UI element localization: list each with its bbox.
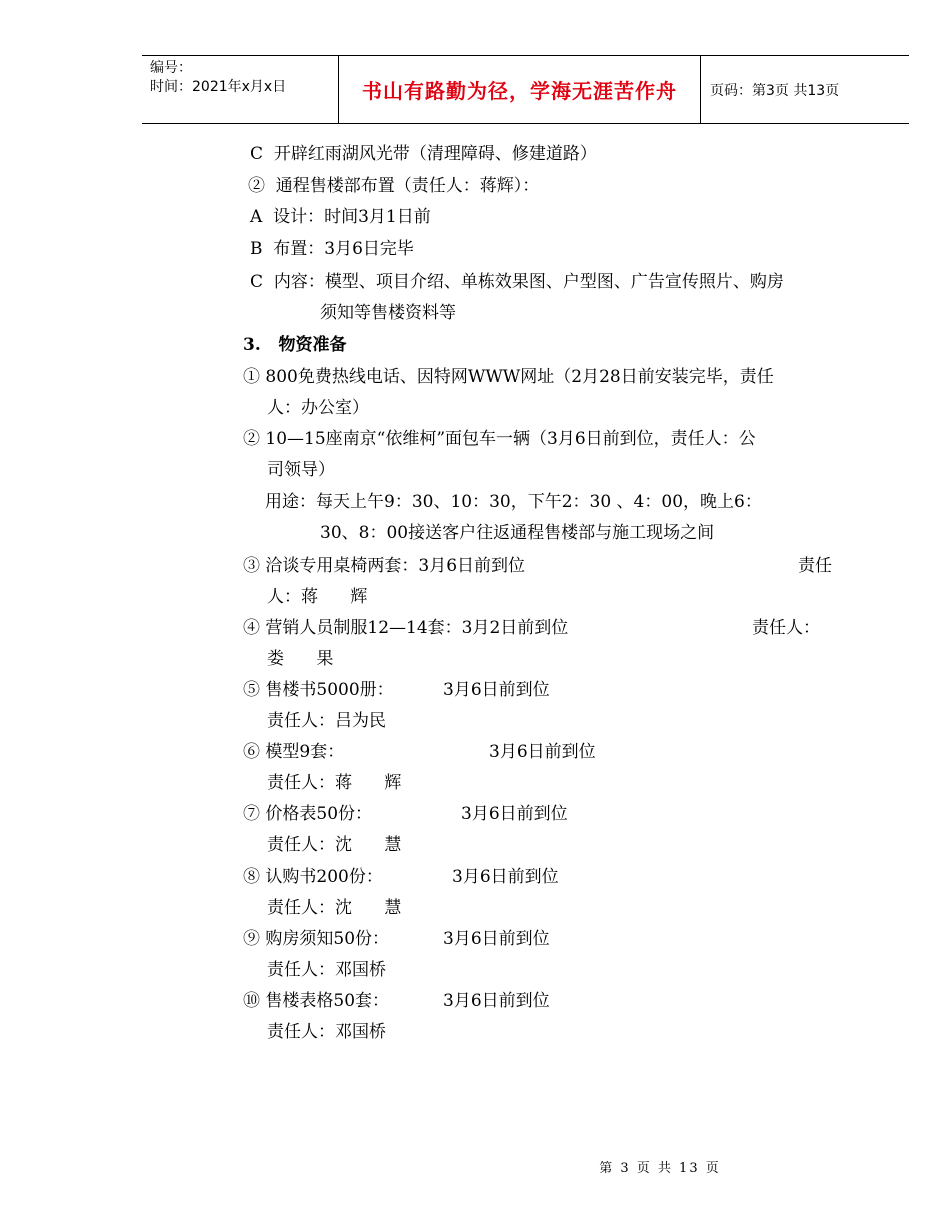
text-line: ③ 洽谈专用桌椅两套：3月6日前到位 <box>243 556 526 576</box>
text-line: ⑦ 价格表50份： <box>243 804 373 824</box>
text-line: 责任人：吕为民 <box>267 711 386 731</box>
text-line: 司领导） <box>267 460 335 480</box>
text-line: 责任人：蒋 辉 <box>267 773 402 793</box>
text-line: ① 800免费热线电话、因特网WWW网址（2月28日前安装完毕，责任 <box>243 367 774 387</box>
text-line: 责任人：邓国桥 <box>267 1022 386 1042</box>
text-line: 人：蒋 辉 <box>267 587 368 607</box>
time-label: 时间：2021年x月x日 <box>150 79 287 95</box>
text-line: ⑩ 售楼表格50套： <box>243 991 390 1011</box>
text-line: 责任人：沈 慧 <box>267 898 402 918</box>
text-line: 3月6日前到位 <box>461 804 568 824</box>
text-line: A 设计：时间3月1日前 <box>250 207 431 227</box>
text-line: 责任 <box>798 556 832 576</box>
text-line: 3月6日前到位 <box>443 929 550 949</box>
section-heading: 3. 物资准备 <box>243 335 347 355</box>
text-line: ④ 营销人员制服12—14套：3月2日前到位 <box>243 618 569 638</box>
text-line: ② 通程售楼部布置（责任人：蒋辉）： <box>248 176 540 196</box>
text-line: 3月6日前到位 <box>443 991 550 1011</box>
header-motto: 书山有路勤为径，学海无涯苦作舟 <box>339 56 701 123</box>
page-header <box>142 55 909 124</box>
text-line: B 布置：3月6日完毕 <box>250 239 414 259</box>
header-meta <box>142 56 339 123</box>
text-line: C 内容：模型、项目介绍、单栋效果图、户型图、广告宣传照片、购房 <box>250 272 784 292</box>
page-footer <box>0 1157 950 1176</box>
text-line: ⑥ 模型9套： <box>243 742 345 762</box>
text-line: ⑨ 购房须知50份： <box>243 929 390 949</box>
header-page-code: 页码：第3页 共13页 <box>710 82 840 99</box>
text-line: ⑤ 售楼书5000册： <box>243 680 394 700</box>
number-label: 编号： <box>150 60 192 76</box>
text-line: 人：办公室） <box>267 398 369 418</box>
text-line: 3月6日前到位 <box>443 680 550 700</box>
text-line: ② 10—15座南京“依维柯”面包车一辆（3月6日前到位，责任人：公 <box>243 429 756 449</box>
text-line: 3月6日前到位 <box>452 867 559 887</box>
footer-page-number: 第 3 页 共 13 页 <box>599 1161 721 1176</box>
text-line: 3月6日前到位 <box>489 742 596 762</box>
text-line: 30、8：00接送客户往返通程售楼部与施工现场之间 <box>320 523 715 543</box>
text-line: C 开辟红雨湖风光带（清理障碍、修建道路） <box>250 144 597 164</box>
text-line: ⑧ 认购书200份： <box>243 867 383 887</box>
text-line: 娄 果 <box>267 649 334 669</box>
text-line: 责任人：沈 慧 <box>267 835 402 855</box>
text-line: 须知等售楼资料等 <box>320 303 456 323</box>
text-line: 责任人：邓国桥 <box>267 960 386 980</box>
text-line: 用途：每天上午9：30、10：30，下午2：30 、4：00，晚上6： <box>265 492 762 512</box>
text-line: 责任人： <box>752 618 820 638</box>
